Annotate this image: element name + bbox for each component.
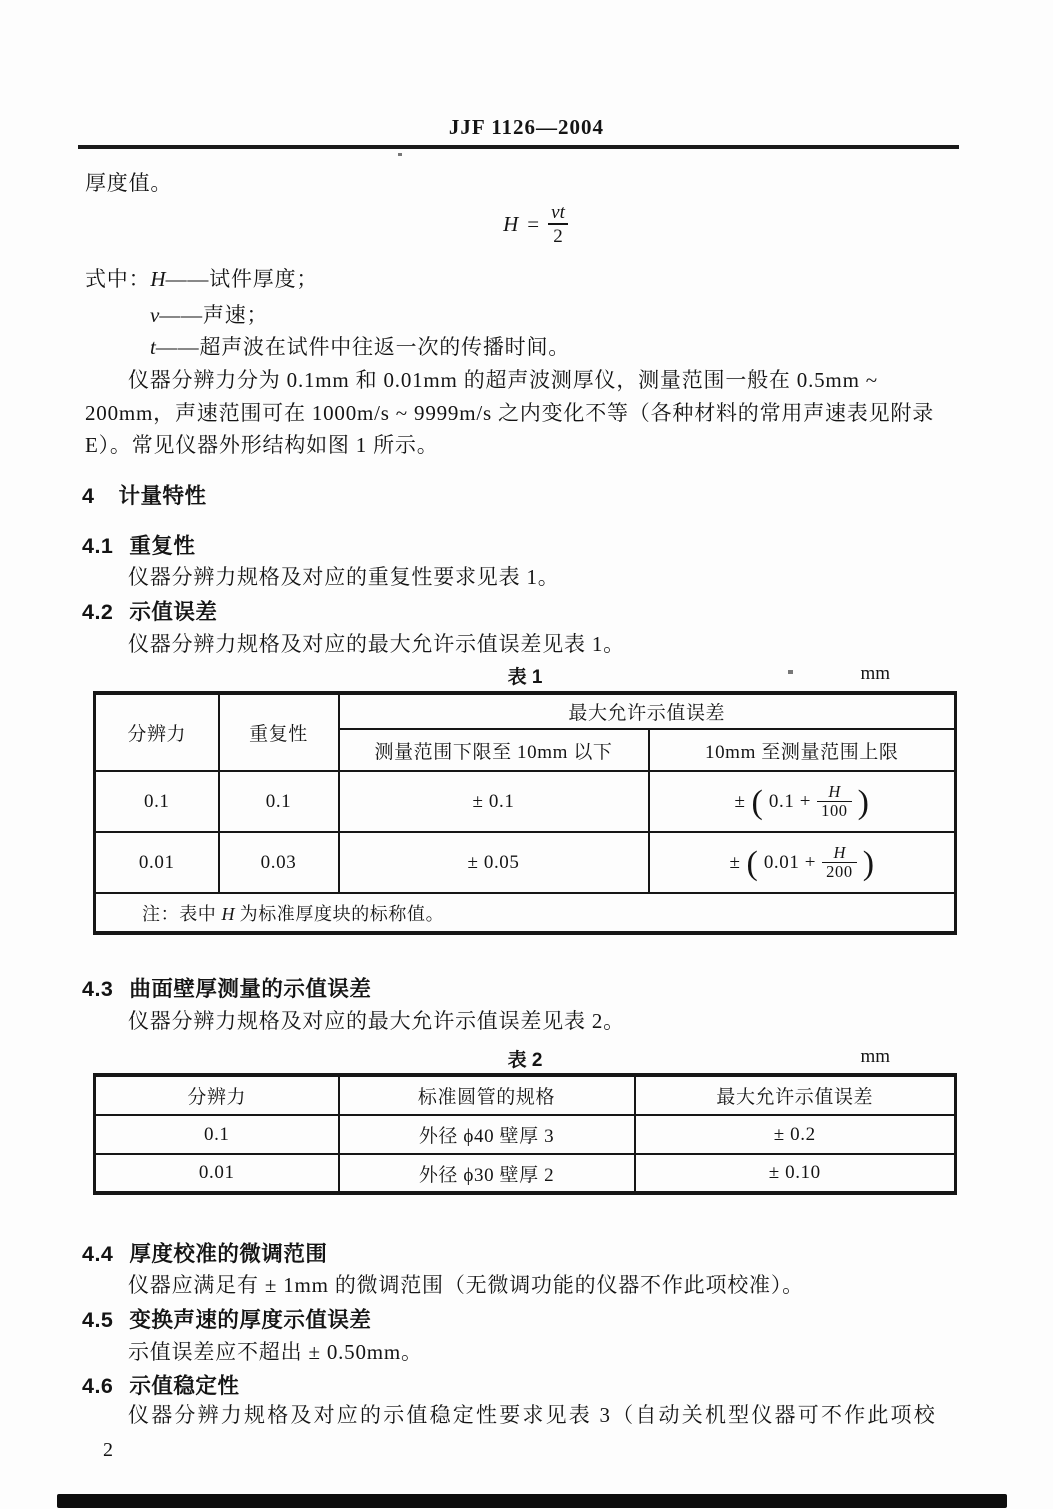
- t1-header-resolution: 分辨力: [95, 693, 219, 771]
- definition-t: t——超声波在试件中往返一次的传播时间。: [150, 335, 571, 359]
- scan-speck: [398, 153, 402, 156]
- header-rule: [78, 145, 959, 149]
- t1-header-sub-high: 10mm 至测量范围上限: [649, 729, 956, 771]
- section-4-1-body: 仪器分辨力规格及对应的重复性要求见表 1。: [128, 565, 560, 589]
- section-4-3-body: 仪器分辨力规格及对应的最大允许示值误差见表 2。: [128, 1009, 625, 1033]
- section-4-3-heading: 4.3 曲面壁厚测量的示值误差: [82, 977, 372, 1001]
- t2-header-spec: 标准圆管的规格: [339, 1075, 635, 1115]
- table-1-caption: 表 1: [507, 667, 543, 688]
- table-row: 0.01 外径 ϕ30 壁厚 2 ± 0.10: [95, 1154, 956, 1193]
- t1-header-sub-low: 测量范围下限至 10mm 以下: [339, 729, 649, 771]
- paragraph-line-2: 200mm，声速范围可在 1000m/s ~ 9999m/s 之内变化不等（各种材料的常用声速表见附录: [85, 401, 935, 425]
- table-2-unit: mm: [860, 1046, 890, 1067]
- section-4-heading: 4 计量特性: [82, 484, 207, 508]
- thickness-formula: [0, 202, 1053, 248]
- t2-header-resolution: 分辨力: [95, 1075, 339, 1115]
- section-4-2-heading: 4.2 示值误差: [82, 600, 218, 624]
- paragraph-line-3: E）。常见仪器外形结构如图 1 所示。: [85, 433, 439, 457]
- mpe-formula: ± ( 0.1 + $\frac{H}{100}$ ): [734, 781, 869, 821]
- doc-number: JJF 1126—2004: [448, 115, 605, 139]
- table-2-caption: 表 2: [507, 1050, 543, 1071]
- t1-header-repeatability: 重复性: [219, 693, 339, 771]
- definition-H: 式中：H——试件厚度；: [85, 267, 319, 291]
- section-4-4-body: 仪器应满足有 ± 1mm 的微调范围（无微调功能的仪器不作此项校准）。: [128, 1273, 804, 1297]
- t1-header-mpe: 最大允许示值误差: [339, 693, 956, 729]
- formula-lhs: H: [503, 212, 519, 237]
- section-4-4-heading: 4.4 厚度校准的微调范围: [82, 1242, 328, 1266]
- section-4-1-heading: 4.1 重复性: [82, 534, 196, 558]
- section-4-2-body: 仪器分辨力规格及对应的最大允许示值误差见表 1。: [128, 632, 625, 656]
- table-row: 0.01 0.03 ± 0.05 ± ( 0.01 + $\frac{H}{200}$ ): [95, 832, 956, 893]
- table-1: [93, 691, 957, 935]
- paragraph-line-1: 仪器分辨力分为 0.1mm 和 0.01mm 的超声波测厚仪，测量范围一般在 0.5mm ~: [128, 368, 878, 392]
- formula-fraction: $\frac{vt}{2}$: [548, 202, 568, 248]
- table-row: 0.1 外径 ϕ40 壁厚 3 ± 0.2: [95, 1115, 956, 1154]
- scan-artifact-bar: [57, 1494, 1007, 1508]
- section-4-6-heading: 4.6 示值稳定性: [82, 1374, 240, 1398]
- section-4-5-body: 示值误差应不超出 ± 0.50mm。: [128, 1340, 423, 1364]
- t2-header-mpe: 最大允许示值误差: [635, 1075, 956, 1115]
- table-note-row: 注：表中 H 为标准厚度块的标称值。: [95, 893, 956, 933]
- section-4-6-body: 仪器分辨力规格及对应的示值稳定性要求见表 3（自动关机型仪器可不作此项校: [128, 1403, 937, 1427]
- table-row: 0.1 0.1 ± 0.1 ± ( 0.1 + $\frac{H}{100}$ ): [95, 771, 956, 832]
- scan-speck: [788, 670, 793, 674]
- formula-equals: =: [527, 212, 540, 237]
- mpe-formula: ± ( 0.01 + $\frac{H}{200}$ ): [729, 842, 875, 882]
- table-2: [93, 1073, 957, 1195]
- page-number: 2: [103, 1439, 113, 1461]
- definition-v: v——声速；: [150, 303, 269, 327]
- section-4-5-heading: 4.5 变换声速的厚度示值误差: [82, 1308, 372, 1332]
- table-1-unit: mm: [860, 663, 890, 684]
- intro-line: 厚度值。: [85, 171, 173, 195]
